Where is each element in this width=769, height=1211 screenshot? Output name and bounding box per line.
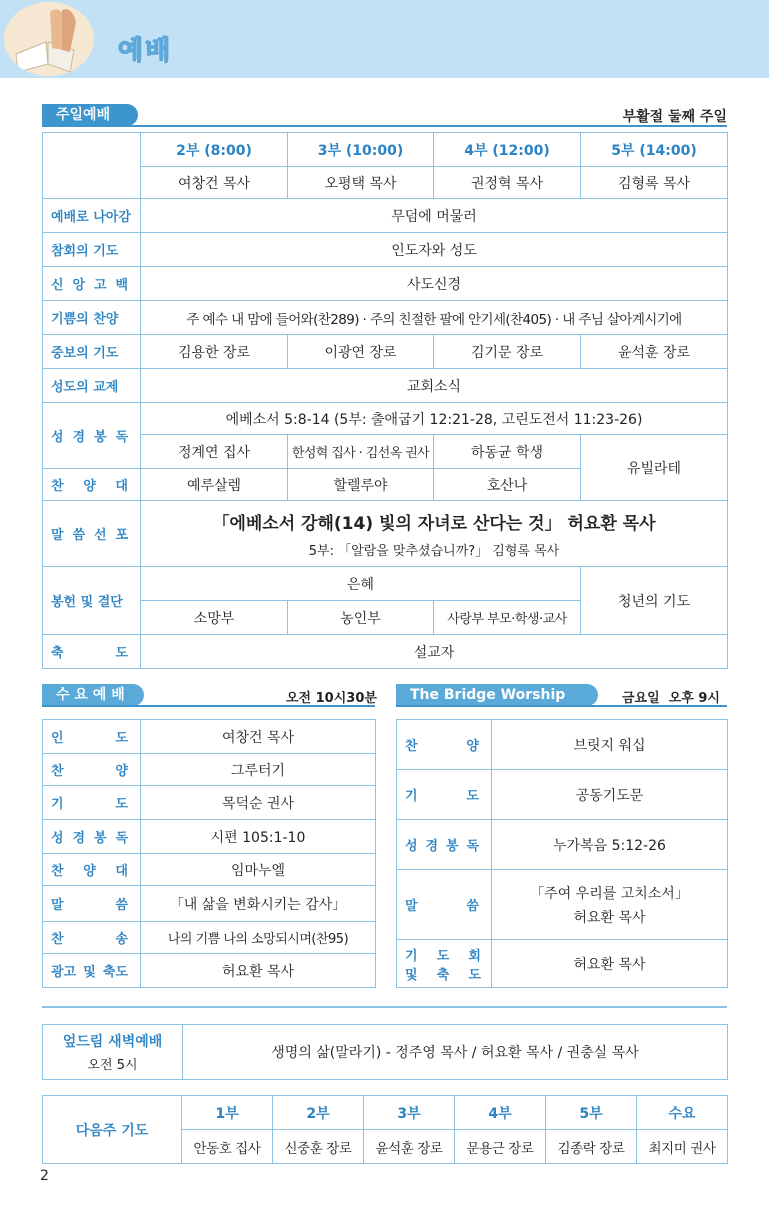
row-value: 「내 삶을 변화시키는 감사」 — [141, 886, 376, 922]
bridge-table — [396, 719, 728, 988]
next-value: 신중훈 장로 — [273, 1130, 364, 1164]
leader-4: 권정혁 목사 — [434, 167, 581, 199]
page-title: 예배 — [118, 36, 173, 66]
leader-5: 김형록 목사 — [581, 167, 728, 199]
row-label: 축 도 — [43, 635, 141, 669]
offering-top: 은혜 — [141, 567, 581, 601]
next-value: 문용근 장로 — [455, 1130, 546, 1164]
praying-hands-bible-image — [4, 2, 94, 76]
row-value: 여창건 목사 — [141, 720, 376, 754]
page-header — [0, 0, 769, 78]
row-label: 말 씀 — [43, 886, 141, 922]
dawn-label: 엎드림 새벽예배 — [62, 1034, 163, 1050]
row-label: 성 경 봉 독 — [397, 820, 492, 870]
choir-5: 유빌라테 — [581, 435, 728, 501]
row-label: 중보의 기도 — [43, 335, 141, 369]
row-label: 찬 양 대 — [43, 854, 141, 886]
dawn-time: 오전 5시 — [87, 1058, 138, 1073]
row-label: 찬 양 대 — [43, 469, 141, 501]
dawn-label-cell — [43, 1025, 183, 1080]
row-value: 허요환 목사 — [492, 940, 728, 988]
reader-3: 한성혁 집사 · 김선옥 권사 — [288, 435, 434, 469]
offering-3: 사랑부 부모·학생·교사 — [434, 601, 581, 635]
wednesday-section-label: 수 요 예 배 — [42, 684, 144, 706]
row-label: 찬 송 — [43, 922, 141, 954]
benediction-value: 설교자 — [141, 635, 728, 669]
sermon-sub: 5부: 「알람을 맞추셨습니까?」 김형록 목사 — [308, 543, 560, 559]
bridge-sermon-title: 「주여 우리를 고치소서」 — [530, 885, 689, 902]
praise-value: 주 예수 내 맘에 들어와(찬289) · 주의 친절한 팔에 안기세(찬405) · 내 주님 살아계시기에 — [141, 301, 728, 335]
next-wed: 수요 — [637, 1096, 728, 1130]
next-value: 최지미 권사 — [637, 1130, 728, 1164]
next-3: 3부 — [364, 1096, 455, 1130]
dawn-value: 생명의 삶(말라기) - 정주영 목사 / 허요환 목사 / 권충실 목사 — [183, 1025, 728, 1080]
wednesday-table — [42, 719, 376, 988]
approach-value: 무덤에 머물러 — [141, 199, 728, 233]
row-value: 브릿지 워십 — [492, 720, 728, 770]
row-value: 목덕순 권사 — [141, 786, 376, 820]
row-label: 예배로 나아감 — [43, 199, 141, 233]
offering-1: 소망부 — [141, 601, 288, 635]
sermon-main: 「에베소서 강해(14) 빛의 자녀로 산다는 것」 허요환 목사 — [212, 513, 656, 534]
intercession-3: 이광연 장로 — [288, 335, 434, 369]
row-value: 누가복음 5:12-26 — [492, 820, 728, 870]
offering-right: 청년의 기도 — [581, 567, 728, 635]
choir-4: 호산나 — [434, 469, 581, 501]
dawn-table — [42, 1024, 728, 1080]
offering-2: 농인부 — [288, 601, 434, 635]
choir-3: 할렐루야 — [288, 469, 434, 501]
next-value: 윤석훈 장로 — [364, 1130, 455, 1164]
row-value: 허요환 목사 — [141, 954, 376, 988]
wednesday-time: 오전 10시30분 — [286, 691, 377, 706]
next-5: 5부 — [546, 1096, 637, 1130]
row-label: 성 경 봉 독 — [43, 820, 141, 854]
service-3: 3부 (10:00) — [288, 133, 434, 167]
row-label: 기 도 — [397, 770, 492, 820]
divider — [42, 1006, 727, 1008]
service-5: 5부 (14:00) — [581, 133, 728, 167]
leader-3: 오평택 목사 — [288, 167, 434, 199]
empty-corner — [43, 133, 141, 199]
next-value: 안동호 집사 — [182, 1130, 273, 1164]
row-label: 신 앙 고 백 — [43, 267, 141, 301]
row-label: 참회의 기도 — [43, 233, 141, 267]
row-label: 봉헌 및 결단 — [43, 567, 141, 635]
row-label: 기 도 — [43, 786, 141, 820]
creed-value: 사도신경 — [141, 267, 728, 301]
next-prayer-label: 다음주 기도 — [43, 1096, 182, 1164]
next-value: 김종락 장로 — [546, 1130, 637, 1164]
fellowship-value: 교회소식 — [141, 369, 728, 403]
sunday-section-label: 주일예배 — [42, 104, 138, 126]
sunday-note: 부활절 둘째 주일 — [622, 109, 727, 125]
leader-2: 여창건 목사 — [141, 167, 288, 199]
next-prayer-table — [42, 1095, 728, 1164]
row-value: 임마누엘 — [141, 854, 376, 886]
page-number: 2 — [40, 1168, 49, 1184]
intercession-4: 김기문 장로 — [434, 335, 581, 369]
next-2: 2부 — [273, 1096, 364, 1130]
row-label: 광고 및 축도 — [43, 954, 141, 988]
row-label: 성도의 교제 — [43, 369, 141, 403]
bridge-section-label: The Bridge Worship — [396, 684, 598, 706]
service-4: 4부 (12:00) — [434, 133, 581, 167]
intercession-2: 김용한 장로 — [141, 335, 288, 369]
bridge-sermon-speaker: 허요환 목사 — [573, 909, 646, 926]
row-label: 인 도 — [43, 720, 141, 754]
row-value: 나의 기쁨 나의 소망되시며(찬95) — [141, 922, 376, 954]
row-value: 공동기도문 — [492, 770, 728, 820]
next-1: 1부 — [182, 1096, 273, 1130]
scripture-text: 에베소서 5:8-14 (5부: 출애굽기 12:21-28, 고린도전서 11:23-26) — [141, 403, 728, 435]
row-label: 찬 양 — [43, 754, 141, 786]
choir-2: 예루살렘 — [141, 469, 288, 501]
row-label: 성 경 봉 독 — [43, 403, 141, 469]
sermon-cell — [141, 501, 728, 567]
row-label: 말 씀 — [397, 870, 492, 940]
repentance-value: 인도자와 성도 — [141, 233, 728, 267]
row-label: 말 씀 선 포 — [43, 501, 141, 567]
bridge-time: 금요일 오후 9시 — [622, 691, 720, 706]
row-label: 기쁨의 찬양 — [43, 301, 141, 335]
reader-4: 하동균 학생 — [434, 435, 581, 469]
row-label: 기 도 회 및 축 도 — [397, 940, 492, 988]
row-label: 찬 양 — [397, 720, 492, 770]
reader-2: 정계연 집사 — [141, 435, 288, 469]
row-value: 그루터기 — [141, 754, 376, 786]
row-value: 시편 105:1-10 — [141, 820, 376, 854]
next-4: 4부 — [455, 1096, 546, 1130]
row-value — [492, 870, 728, 940]
intercession-5: 윤석훈 장로 — [581, 335, 728, 369]
sunday-table — [42, 132, 728, 669]
service-2: 2부 (8:00) — [141, 133, 288, 167]
